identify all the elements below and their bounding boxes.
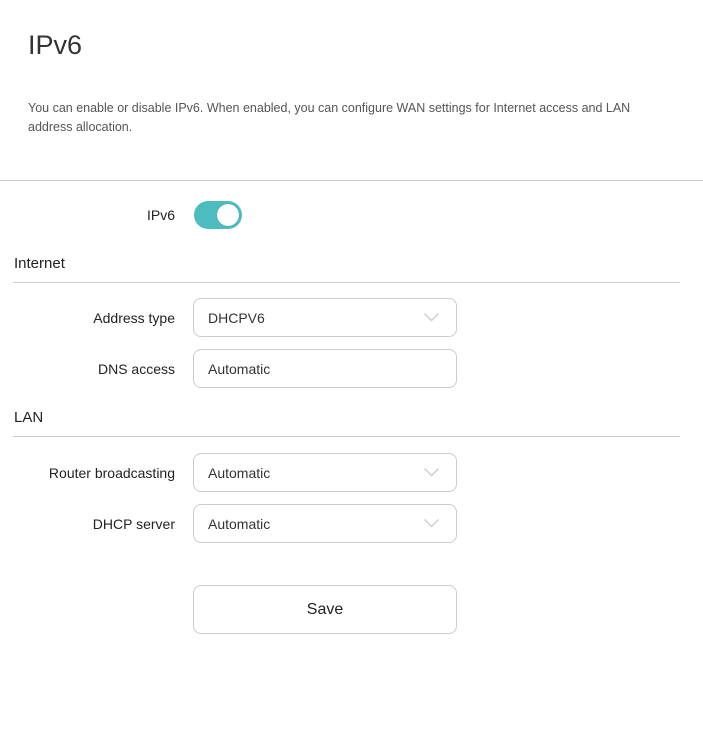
dns-access-label: DNS access	[97, 360, 175, 377]
lan-section-divider	[13, 436, 680, 437]
toggle-knob-icon	[217, 204, 239, 226]
dns-access-row	[0, 349, 703, 388]
address-type-value: DHCPV6	[208, 309, 265, 326]
chevron-down-icon	[423, 312, 440, 323]
header-divider	[0, 180, 703, 181]
router-broadcasting-value: Automatic	[208, 464, 271, 481]
page-title: IPv6	[28, 30, 83, 60]
ipv6-toggle-label: IPv6	[146, 207, 175, 223]
section-heading-lan: LAN	[14, 409, 44, 426]
dns-access-field[interactable]	[193, 349, 457, 388]
save-button[interactable]: Save	[193, 585, 457, 634]
address-type-label: Address type	[93, 309, 175, 326]
dhcp-server-row	[0, 504, 703, 543]
dhcp-server-label: DHCP server	[92, 515, 175, 532]
section-heading-internet: Internet	[14, 255, 65, 272]
address-type-row	[0, 298, 703, 337]
page-description: You can enable or disable IPv6. When enabled, you can configure WAN settings for Internet access and LAN address allocation.	[28, 101, 631, 134]
ipv6-toggle-row	[0, 201, 703, 229]
router-broadcasting-label: Router broadcasting	[48, 464, 175, 481]
dns-access-value: Automatic	[208, 360, 271, 377]
internet-section-divider	[13, 282, 680, 283]
ipv6-toggle[interactable]	[194, 201, 242, 229]
chevron-down-icon	[423, 518, 440, 529]
dhcp-server-select[interactable]	[193, 504, 457, 543]
ipv6-settings-page	[0, 30, 703, 747]
chevron-down-icon	[423, 467, 440, 478]
router-broadcasting-select[interactable]	[193, 453, 457, 492]
address-type-select[interactable]	[193, 298, 457, 337]
router-broadcasting-row	[0, 453, 703, 492]
dhcp-server-value: Automatic	[208, 515, 271, 532]
